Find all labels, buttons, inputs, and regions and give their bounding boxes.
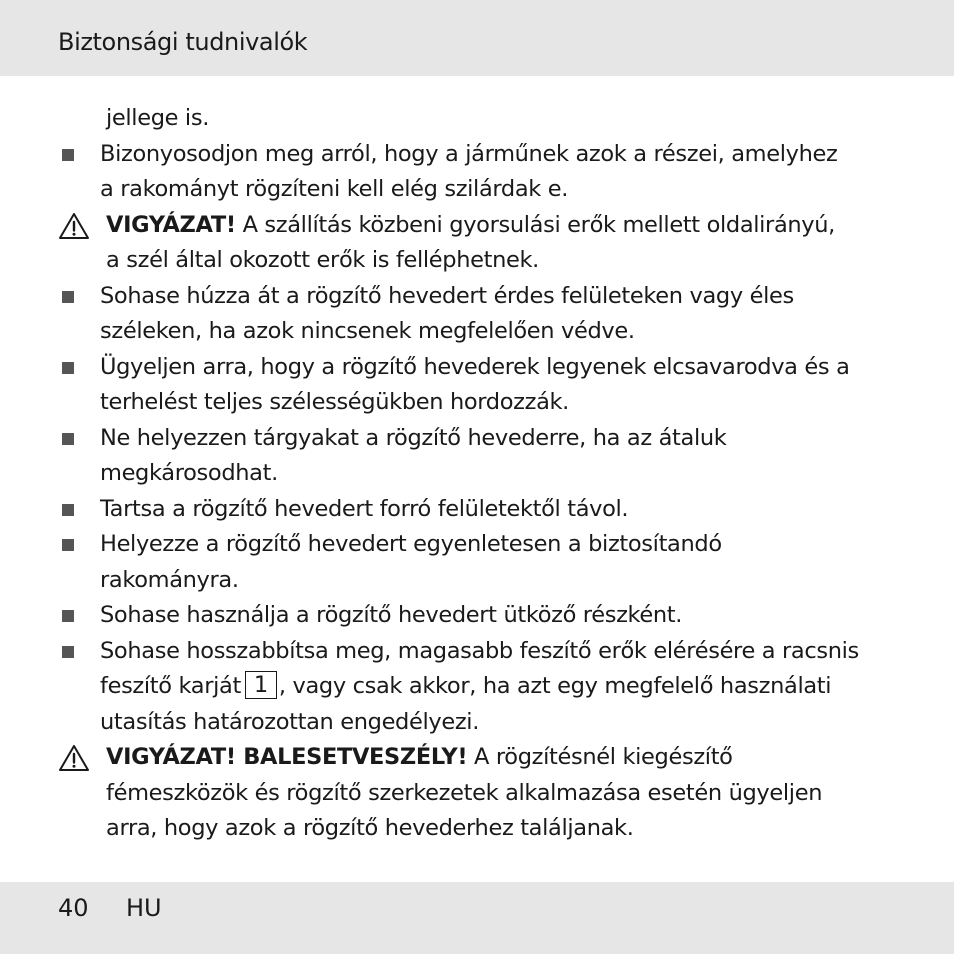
text-line: jellege is. bbox=[106, 105, 209, 131]
warning-triangle-icon bbox=[58, 212, 90, 240]
text-line: széleken, ha azok nincsenek megfelelően védve. bbox=[100, 318, 635, 344]
text-line: Sohase húzza át a rögzítő hevedert érdes felületeken vagy éles bbox=[100, 282, 794, 309]
bullet-item bbox=[58, 421, 908, 492]
text-segment: A szállítás közbeni gyorsulási erők mellett oldalirányú, bbox=[235, 211, 835, 238]
square-bullet-icon bbox=[62, 433, 74, 445]
bullet-item bbox=[58, 350, 908, 421]
bullet-item bbox=[58, 598, 908, 634]
page-number: 40 bbox=[58, 894, 89, 922]
square-bullet-icon bbox=[62, 646, 74, 658]
text-line: megkárosodhat. bbox=[100, 460, 278, 486]
text-line: arra, hogy azok a rögzítő hevederhez találjanak. bbox=[106, 815, 634, 841]
page-header-title: Biztonsági tudnivalók bbox=[58, 28, 308, 56]
text-line: fémeszközök és rögzítő szerkezetek alkalmazása esetén ügyeljen bbox=[106, 779, 823, 806]
text-line: Helyezze a rögzítő hevedert egyenletesen a biztosítandó bbox=[100, 531, 722, 557]
text-line: utasítás határozottan engedélyezi. bbox=[100, 708, 480, 735]
text-line: a rakományt rögzíteni kell elég szilárdak e. bbox=[100, 176, 569, 202]
square-bullet-icon bbox=[62, 149, 74, 161]
square-bullet-icon bbox=[62, 539, 74, 551]
text-line: Tartsa a rögzítő hevedert forró felületektől távol. bbox=[100, 495, 629, 522]
warning-item bbox=[58, 208, 908, 279]
warning-label: VIGYÁZAT! BALESETVESZÉLY! bbox=[106, 744, 468, 770]
text-line: Ne helyezzen tárgyakat a rögzítő hevederre, ha az átaluk bbox=[100, 424, 727, 451]
text-segment: , vagy csak akkor, ha azt egy megfelelő használati bbox=[278, 673, 832, 699]
bullet-item bbox=[58, 634, 908, 741]
text-segment: A rögzítésnél kiegészítő bbox=[467, 744, 733, 770]
square-bullet-icon bbox=[62, 362, 74, 374]
figure-reference-box: 1 bbox=[245, 671, 277, 699]
bullet-item bbox=[58, 527, 908, 598]
text-line: rakományra. bbox=[100, 566, 239, 593]
bullet-item bbox=[58, 279, 908, 350]
square-bullet-icon bbox=[62, 610, 74, 622]
safety-instructions bbox=[58, 101, 908, 847]
warning-item bbox=[58, 740, 908, 847]
text-line: Sohase hosszabbítsa meg, magasabb feszítő erők elérésére a racsnis bbox=[100, 637, 859, 664]
text-line: Bizonyosodjon meg arról, hogy a járműnek azok a részei, amelyhez bbox=[100, 140, 838, 167]
bullet-item bbox=[58, 137, 908, 208]
paragraph-continuation bbox=[58, 101, 908, 137]
warning-triangle-icon bbox=[58, 744, 90, 772]
language-code: HU bbox=[126, 894, 162, 922]
warning-label: VIGYÁZAT! bbox=[106, 211, 236, 238]
text-line: terhelést teljes szélességükben hordozzák. bbox=[100, 389, 569, 415]
text-segment: feszítő karját bbox=[100, 673, 241, 699]
square-bullet-icon bbox=[62, 291, 74, 303]
text-line: Sohase használja a rögzítő hevedert ütköző részként. bbox=[100, 602, 683, 628]
text-line: a szél által okozott erők is felléphetnek. bbox=[106, 247, 539, 273]
text-line: Ügyeljen arra, hogy a rögzítő hevederek legyenek elcsavarodva és a bbox=[100, 353, 850, 380]
square-bullet-icon bbox=[62, 504, 74, 516]
bullet-item bbox=[58, 492, 908, 528]
